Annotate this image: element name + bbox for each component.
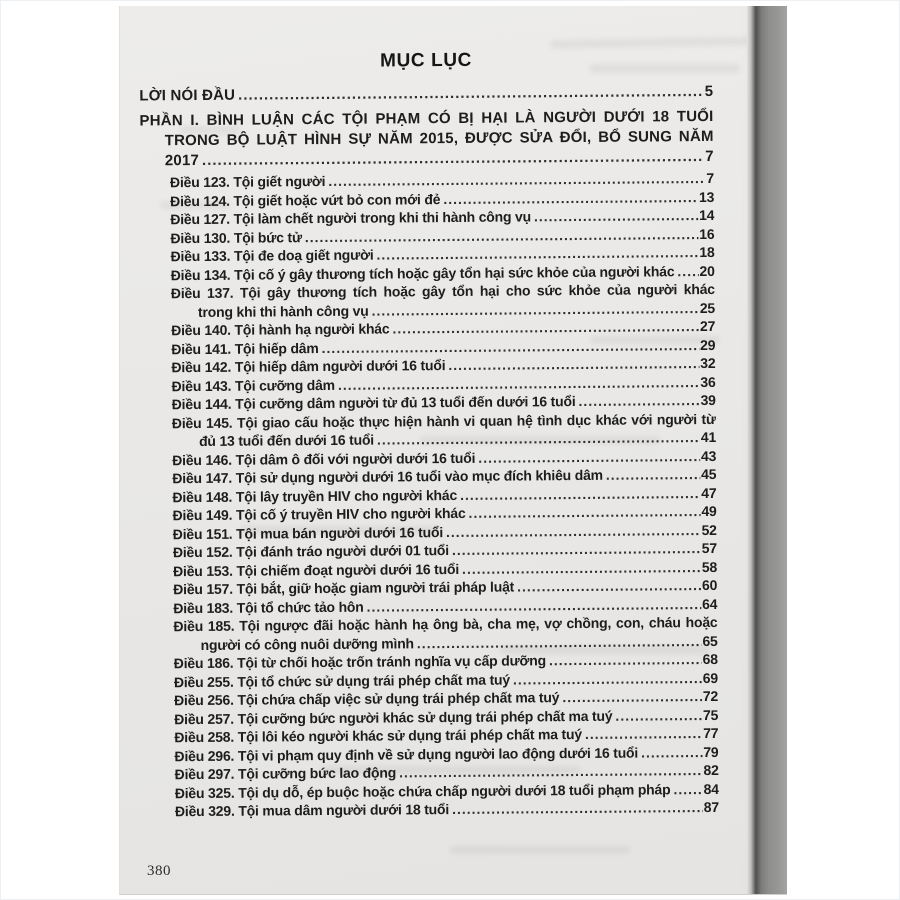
toc-entry-text: Điều 151. Tội mua bán người dưới 16 tuổi: [172, 523, 444, 542]
toc-page-number: 20: [699, 262, 715, 279]
toc-entry-text: LỜI NÓI ĐẦU: [139, 86, 236, 105]
dot-leader: [475, 447, 700, 467]
toc-page-number: 57: [701, 539, 717, 557]
dot-leader: [638, 743, 702, 762]
toc-page-number: 27: [699, 317, 716, 335]
toc-page-number: 14: [699, 206, 715, 224]
toc-page-number: 43: [700, 447, 717, 464]
dot-leader: [396, 761, 703, 782]
toc-page-number: 49: [701, 502, 717, 520]
toc-entry-text: Điều 123. Tội giết người: [169, 172, 326, 191]
dot-leader: [389, 317, 699, 338]
dot-leader: [440, 188, 698, 209]
toc-page-number: 39: [700, 391, 716, 409]
toc-page-number: 16: [699, 225, 715, 242]
toc-entry-text: Điều 124. Tội giết hoặc vứt bỏ con mới đẻ: [170, 190, 441, 209]
toc-entry-text: Điều 130. Tội bức tử: [170, 228, 302, 246]
dot-leader: [575, 391, 699, 410]
toc-entry-text: Điều 148. Tội lây truyền HIV cho người khác: [172, 486, 458, 505]
toc-list: [139, 82, 719, 821]
toc-page-number: 79: [703, 743, 719, 760]
toc-page-number: 84: [703, 780, 719, 797]
toc-page-number: 7: [705, 147, 714, 166]
toc-page-number: 25: [699, 299, 716, 316]
toc-page-number: 72: [702, 687, 719, 705]
toc-entry-text: Điều 152. Tội đánh tráo người dưới 01 tuổi: [172, 542, 449, 561]
toc-entry-row: [165, 147, 714, 171]
toc-page-number: 52: [701, 521, 717, 538]
toc-entry-text: đủ 13 tuổi đến dưới 16 tuổi: [198, 431, 375, 449]
toc-page-number: 77: [703, 724, 719, 742]
toc-entry-text: Điều 255. Tội tổ chức sử dụng trái phép chất ma tuý: [173, 671, 511, 690]
toc-entry-text: 2017: [164, 151, 200, 170]
dot-leader: [559, 687, 702, 707]
toc-entry-text: Điều 133. Tội đe doạ giết người: [170, 246, 374, 265]
toc-entry-wrapped-line: Điều 185. Tội ngược đãi hoặc hành hạ ông bà, cha mẹ, vợ chồng, con, cháu hoặc: [173, 613, 718, 635]
toc-entry: [142, 409, 716, 451]
toc-entry-row: [175, 798, 719, 821]
toc-entry-wrapped-line: Điều 145. Tội giao cấu hoặc thực hiện hành vi quan hệ tình dục khác với người từ: [171, 410, 716, 431]
toc-entry-text: Điều 149. Tội cố ý truyền HIV cho người khác: [172, 504, 466, 524]
page-curl-edge: [747, 6, 787, 894]
toc-entry-text: người có công nuôi dưỡng mình: [200, 634, 414, 653]
toc-page-number: 18: [699, 243, 715, 261]
toc-page-number: 65: [702, 632, 718, 649]
dot-leader: [674, 262, 698, 281]
toc-entry-text: Điều 127. Tội làm chết người trong khi thi hành công vụ: [170, 208, 532, 228]
toc-page-number: 82: [703, 761, 719, 779]
toc-entry-text: Điều 256. Tội chứa chấp việc sử dụng trái phép chất ma tuý: [173, 689, 560, 709]
toc-entry-text: Điều 325. Tội dụ dỗ, ép buộc hoặc chứa chấp người dưới 18 tuổi phạm pháp: [174, 780, 671, 801]
toc-entry-text: Điều 329. Tội mua dâm người dưới 18 tuổi: [174, 801, 450, 820]
dot-leader: [199, 147, 704, 171]
dot-leader: [670, 780, 702, 799]
toc-entry-text: Điều 257. Tội cưỡng bức người khác sử dụng trái phép chất ma tuý: [174, 707, 613, 727]
page-content: [114, 3, 787, 821]
toc-entry-text: Điều 146. Tội dâm ô đối với người dưới 16 tuổi: [172, 449, 476, 468]
toc-entry-text: Điều 134. Tội cố ý gây thương tích hoặc gây tổn hại sức khỏe của người khác: [170, 262, 675, 283]
dot-leader: [457, 484, 700, 504]
toc-heading: [139, 82, 713, 107]
toc-entry: [141, 280, 715, 322]
dot-leader: [449, 539, 701, 559]
toc-entry-row: [139, 82, 713, 107]
toc-entry-wrapped-line: PHẦN I. BÌNH LUẬN CÁC TỘI PHẠM CÓ BỊ HẠI LÀ NGƯỜI DƯỚI 18 TUỔI: [139, 107, 714, 130]
toc-page-number: 68: [702, 650, 718, 668]
dot-leader: [510, 669, 702, 689]
dot-leader: [531, 206, 698, 226]
dot-leader: [514, 576, 701, 596]
toc-entry-text: Điều 186. Tội từ chối hoặc trốn tránh nghĩa vụ cấp dưỡng: [173, 652, 547, 672]
toc-page-number: 64: [702, 595, 718, 612]
toc-entry-wrapped-line: TRONG BỘ LUẬT HÌNH SỰ NĂM 2015, ĐƯỢC SỬA ĐỔI, BỔ SUNG NĂM: [164, 127, 714, 150]
toc-page-number: 36: [700, 373, 716, 390]
toc-page-number: 5: [704, 82, 714, 101]
toc-entry-text: Điều 142. Tội hiếp dâm người dưới 16 tuổi: [171, 357, 446, 376]
dot-leader: [445, 354, 699, 374]
toc-page-number: 47: [701, 484, 717, 501]
dot-leader: [449, 798, 703, 818]
toc-page-number: 32: [700, 354, 716, 372]
toc-page-number: 58: [701, 558, 718, 575]
toc-page-number: 13: [698, 188, 715, 205]
toc-heading: [139, 107, 713, 172]
toc-entry-text: Điều 157. Tội bắt, giữ hoặc giam người trái pháp luật: [173, 578, 515, 598]
toc-page-number: 60: [701, 576, 718, 594]
toc-entry-text: Điều 296. Tội vi phạm quy định về sử dụng người lao động dưới 16 tuổi: [174, 744, 639, 764]
dot-leader: [414, 632, 702, 653]
dot-leader: [546, 650, 702, 670]
toc-entry-text: Điều 143. Tội cưỡng dâm: [171, 376, 335, 394]
toc-entry-text: Điều 258. Tội lôi kéo người khác sử dụng trái phép chất ma tuý: [174, 725, 582, 746]
toc-page-number: 69: [702, 669, 718, 686]
toc-entry-text: trong khi thi hành công vụ: [197, 302, 369, 320]
dot-leader: [465, 502, 700, 522]
toc-entries-group: [140, 169, 719, 821]
toc-entry: [143, 613, 717, 655]
toc-entry-wrapped-line: Điều 137. Tội gây thương tích hoặc gây tổn hại cho sức khỏe của người khác: [170, 280, 715, 302]
toc-entry-text: Điều 153. Tội chiếm đoạt người dưới 16 tuổi: [172, 560, 460, 579]
toc-entry-text: Điều 144. Tội cưỡng dâm người từ đủ 13 tuổi đến dưới 16 tuổi: [171, 393, 576, 413]
toc-entry-text: Điều 147. Tội sử dụng người dưới 16 tuổi vào mục đích khiêu dâm: [172, 466, 603, 487]
toc-entry-text: Điều 297. Tội cưỡng bức lao động: [174, 764, 397, 783]
dot-leader: [235, 82, 704, 106]
page-title: MỤC LỤC: [380, 49, 473, 72]
toc-entry: [145, 798, 719, 821]
book-page: [119, 6, 787, 895]
dot-leader: [582, 724, 702, 743]
dot-leader: [459, 558, 701, 578]
toc-entry-text: Điều 141. Tội hiếp dâm: [171, 339, 319, 357]
toc-page-number: 41: [700, 428, 717, 446]
dot-leader: [603, 465, 700, 484]
toc-entry-text: Điều 140. Tội hành hạ người khác: [171, 320, 390, 339]
folio-page-number: 380: [147, 863, 171, 879]
dot-leader: [443, 521, 701, 542]
toc-page-number: 87: [703, 798, 719, 816]
dot-leader: [612, 706, 702, 725]
toc-page-number: 29: [700, 336, 716, 353]
toc-page-number: 7: [706, 169, 715, 186]
toc-entry-text: Điều 183. Tội tổ chức tảo hôn: [173, 598, 364, 616]
toc-page-number: 45: [701, 465, 717, 483]
toc-page-number: 75: [702, 706, 719, 723]
